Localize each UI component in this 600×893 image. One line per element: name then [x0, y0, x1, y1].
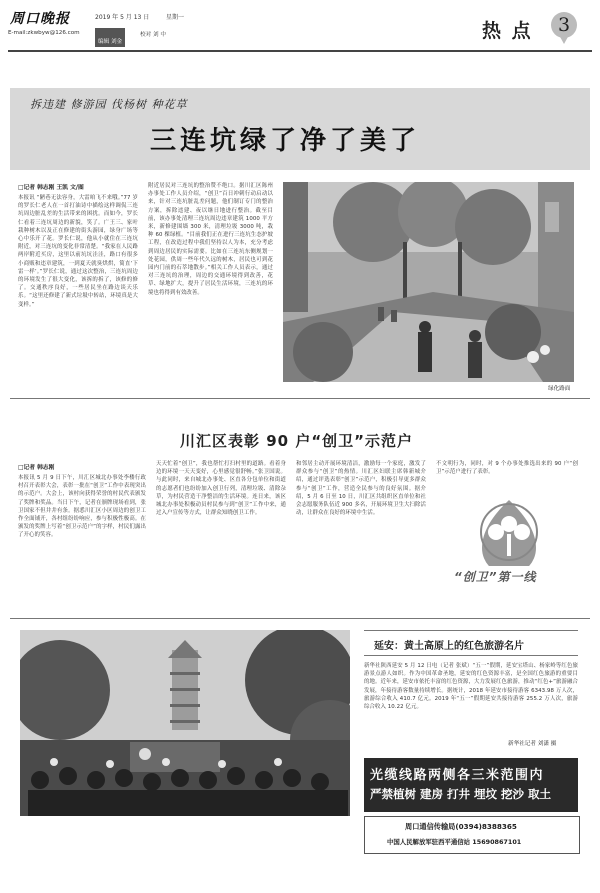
feature-story — [0, 626, 600, 816]
emblem-label: “创卫”第一线 — [454, 570, 537, 584]
feature-body: 新华社陕西延安 5 月 12 日电（记者 张斌）“五一”假期，延安宝塔山、杨家岭等红色旅游景点游人如织。作为中国革命圣地，延安的红色资源丰富，是全国红色旅游的重要目的地。近年来，延安市依托丰富的红色资源，大力发展红色旅游，推动“红色+”旅游融合发展，年接待游客数量持续增长。据统计，2018 年延安市接待游客 6343.98 万人次，旅游综合收入 410.7 亿元。2019 年“五一”假期延安共接待游客 255.2 万人次，旅游综合收入 10.22 亿元。 — [364, 663, 578, 711]
lead-byline: □记者 韩志刚 王凯 文/图 — [18, 185, 84, 191]
feature-photo — [20, 630, 350, 816]
masthead-rule — [8, 50, 592, 52]
feature-headline: 延安：黄土高原上的红色旅游名片 — [374, 641, 524, 652]
lead-headline: 三连坑绿了净了美了 — [150, 126, 421, 156]
second-body-col3: 和邻居主动开展环境清洁，激励每一个家庭，激发了群众参与“创卫”的热情。川汇区妇联主席韩新城介绍，通过评选表彰“创卫”示范户，积极引导更多群众参与“创卫”工作，营造全民参与的良好氛围。据介绍，5 月 6 日至 10 日，川汇区共组织区直单位和社会志愿服务队伍近 900 多名，开展环境卫生大扫除活动，让群众在良好的环境中生活。 — [296, 461, 426, 517]
lead-body-col1: 本报讯 “陋巷无法容身，大雷咱飞不来哦。”77 岁的罗长仁老人在一首打油诗中描绘这样调侃三连坑周边脏乱差的生活带来的困扰。而如今，罗长仁看着三连坑周边的新貌，笑了。广王三、家叶栽种树木以及正在修建的街头游园，绿身广场等心中乐开了花。罗长仁说，他从小就住在三连坑附近，对三连坑的变化非常清楚。“我家在人民路两岸附近买房，这里以前坑坑洼洼，路口有很多小商贩和违章建筑，一到夏天就臭烘烘，简直‘下雷一样’。”罗长仁说，通过这次整治，三连坑周边的环境发生了很大变化，该拆的拆了，该修的修了。交通秩序良好，一些居民坐在路边谈天乐乐。“这里还修建了新式垃圾中转站，环境真是大变样。” — [18, 195, 138, 308]
issue-date: 2019 年 5 月 13 日 — [95, 14, 150, 21]
ad-banner — [364, 758, 578, 812]
ad-line2: 严禁植树 建房 打井 埋坟 挖沙 取土 — [370, 787, 552, 801]
lead-body-col2: 附近居民对三连坑的整治赞不绝口。据川汇区陈州办事处工作人员介绍，“创卫”百日冲刺行动启动以来，针对三连坑脏乱差问题，他们制订专门的整治方案，拆除违建、夜以继日地进行整治。截至目前，该办事处清理三连坑周边违章建筑 1000 平方米，新修建围墙 300 米，清理垃圾 3000 吨，栽种 60 棵绿植。“目前我们正在进行三连坑生态护坡工程，在改造过程中我们坚持以人为本，充分考虑到周边居民的实际需要。比如在三连坑东侧规划一处花园，供周一些年代久远的树木，居民也可到花园内门前的石萃地散步。”相关工作人员表示，通过对三连坑的治理，周边的交通环境得到改善，花草、绿地扩大，提升了居民生活环境，三连坑的环境也将得到有效改善。 — [148, 183, 273, 296]
second-headline: 川汇区表彰 90 户“创卫”示范户 — [180, 432, 414, 450]
issue-weekday: 星期一 — [166, 14, 185, 21]
editor-label: 编辑 刘金 — [98, 39, 123, 45]
second-story — [0, 400, 600, 610]
proofreader-label: 校对 刘 中 — [140, 32, 166, 38]
ad-contact — [364, 816, 580, 854]
page-badge-tail — [559, 35, 569, 44]
section-title: 热 点 — [482, 20, 533, 42]
second-byline: □记者 韩志刚 — [18, 465, 55, 471]
masthead — [0, 0, 600, 58]
second-divider — [10, 618, 590, 619]
ad-company2: 中国人民解放军驻西平通信站 15690867101 — [387, 838, 522, 846]
lead-divider — [10, 398, 590, 399]
page-number: 3 — [557, 14, 571, 36]
lead-photo-caption: 绿化路面 — [548, 386, 571, 392]
feature-headline-box — [364, 630, 578, 656]
editor-box — [95, 28, 125, 47]
chuangwei-emblem — [446, 496, 572, 600]
second-body-col1: 本报讯 5 月 9 日下午，川汇区城北办事处李楼行政村召开表彰大会，表彰一批在“创卫”工作中表现突出的示范户。大会上，该村向获得荣誉的村民代表颁发了奖牌和奖品。当日下午，记者在颁牌现场看到，张卫国家不但井井有条。据悉川汇区小区周边的创卫工作全面铺开，各村组纷纷响应，参与积极性极高。在颁发的奖牌上写着“创卫示范户”的字样，村民们露出了开心的笑容。 — [18, 475, 146, 539]
second-body-col4: 不文明行为，同时，对 9 个办事处推选出来的 90 户“创卫”示范户进行了表彰。 — [436, 461, 578, 476]
feature-credit: 新华社记者 刘潇 摄 — [508, 741, 557, 747]
second-body-col2: 天天忙着“创卫”，我也帮忙打扫村里的道路。看着身边的环境一天天变好，心里感觉很舒畅。”张卫国说。与此同时，来自城北办事处、区直各分包单位和街道的志愿者们也纷纷加入创卫行列，清理垃圾、清除杂草，为村民营造干净整洁的生活环境。连日来，该区城北办事处积极动员村民参与到“创卫”工作中来，通过入户宣传等方式，让群众知晓创卫工作。 — [156, 461, 286, 517]
ad-company: 周口通信传输局(0394)8388365 — [405, 822, 517, 831]
kicker: 拆违建 修游园 伐杨树 种花草 — [30, 98, 188, 111]
contact-email: E-mail:zkwbyw@126.com — [8, 30, 80, 36]
lead-story — [0, 80, 600, 392]
newspaper-logo: 周口晚报 — [10, 11, 70, 27]
lead-photo — [283, 182, 574, 382]
ad-line1: 光缆线路两侧各三米范围内 — [370, 768, 545, 783]
